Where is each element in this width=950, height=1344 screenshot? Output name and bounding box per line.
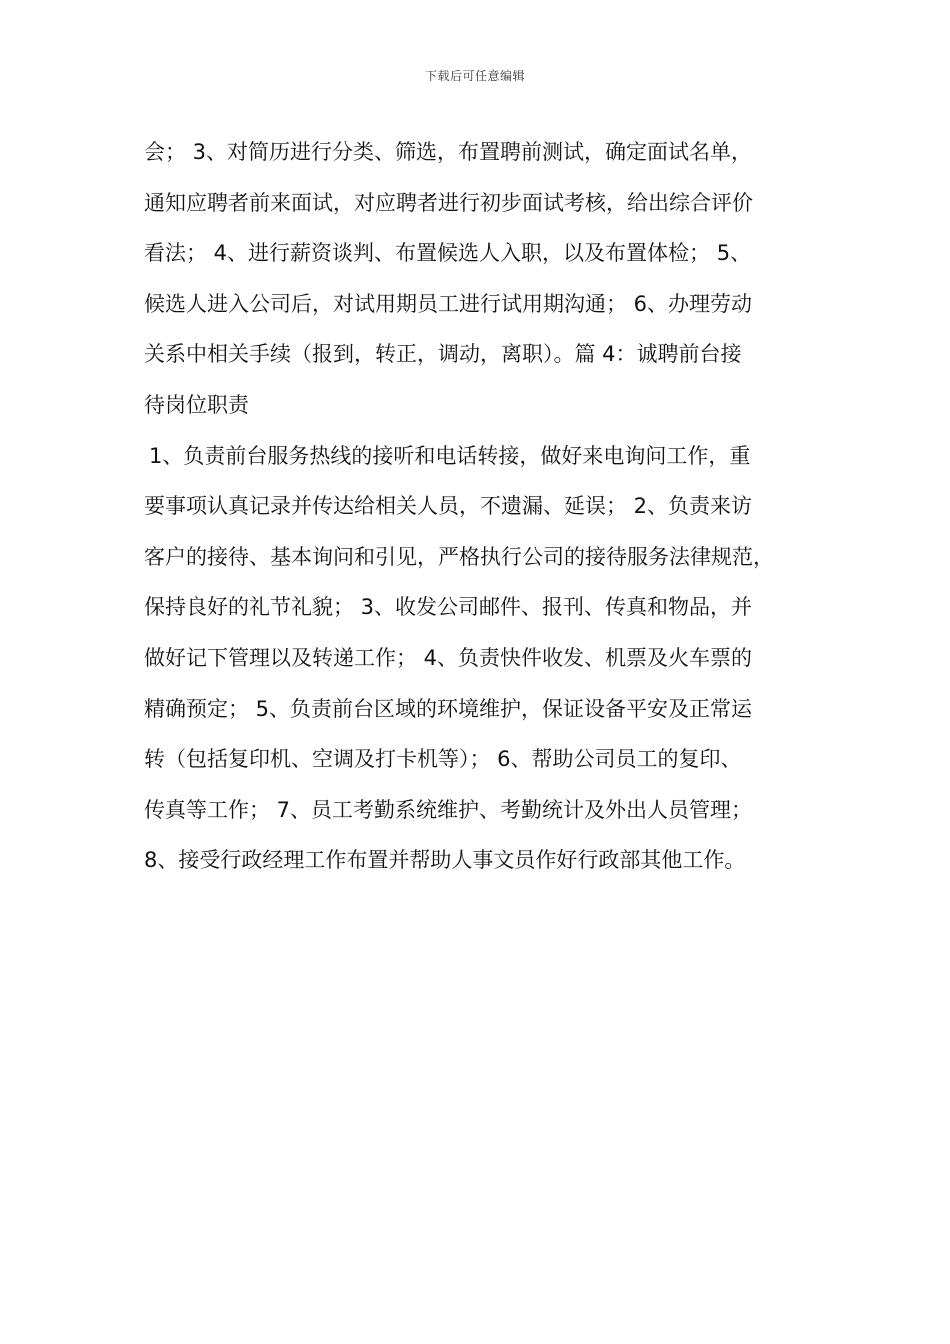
text-line: 保持良好的礼节礼貌； 3、收发公司邮件、报刊、传真和物品，并 bbox=[144, 595, 753, 620]
text-line: 通知应聘者前来面试，对应聘者进行初步面试考核，给出综合评价 bbox=[144, 190, 753, 215]
text-line: 关系中相关手续（报到，转正，调动，离职）。篇 4：诚聘前台接 bbox=[144, 342, 742, 367]
text-line: 精确预定； 5、负责前台区域的环境维护，保证设备平安及正常运 bbox=[144, 696, 753, 721]
text-line: 待岗位职责 bbox=[144, 392, 249, 417]
text-line: 做好记下管理以及转递工作； 4、负责快件收发、机票及火车票的 bbox=[144, 645, 753, 670]
text-line: 转（包括复印机、空调及打卡机等）； 6、帮助公司员工的复印、 bbox=[144, 747, 742, 772]
text-line: 8、接受行政经理工作布置并帮助人事文员作好行政部其他工作。 bbox=[144, 848, 746, 873]
text-line: 会； 3、对简历进行分类、筛选，布置聘前测试，确定面试名单， bbox=[144, 140, 753, 164]
text-line: 候选人进入公司后，对试用期员工进行试用期沟通； 6、办理劳动 bbox=[144, 291, 753, 316]
text-line: 1、负责前台服务热线的接听和电话转接，做好来电询问工作，重 bbox=[149, 443, 751, 468]
text-line: 传真等工作； 7、员工考勤系统维护、考勤统计及外出人员管理； bbox=[144, 797, 753, 822]
page-header-note: 下载后可任意编辑 bbox=[424, 69, 525, 83]
text-line: 客户的接待、基本询问和引见，严格执行公司的接待服务法律规范， bbox=[144, 544, 774, 569]
text-line: 看法； 4、进行薪资谈判、布置候选人入职，以及布置体检； 5、 bbox=[144, 241, 752, 266]
document-body bbox=[144, 127, 824, 886]
text-line: 要事项认真记录并传达给相关人员，不遗漏、延误； 2、负责来访 bbox=[144, 494, 753, 519]
